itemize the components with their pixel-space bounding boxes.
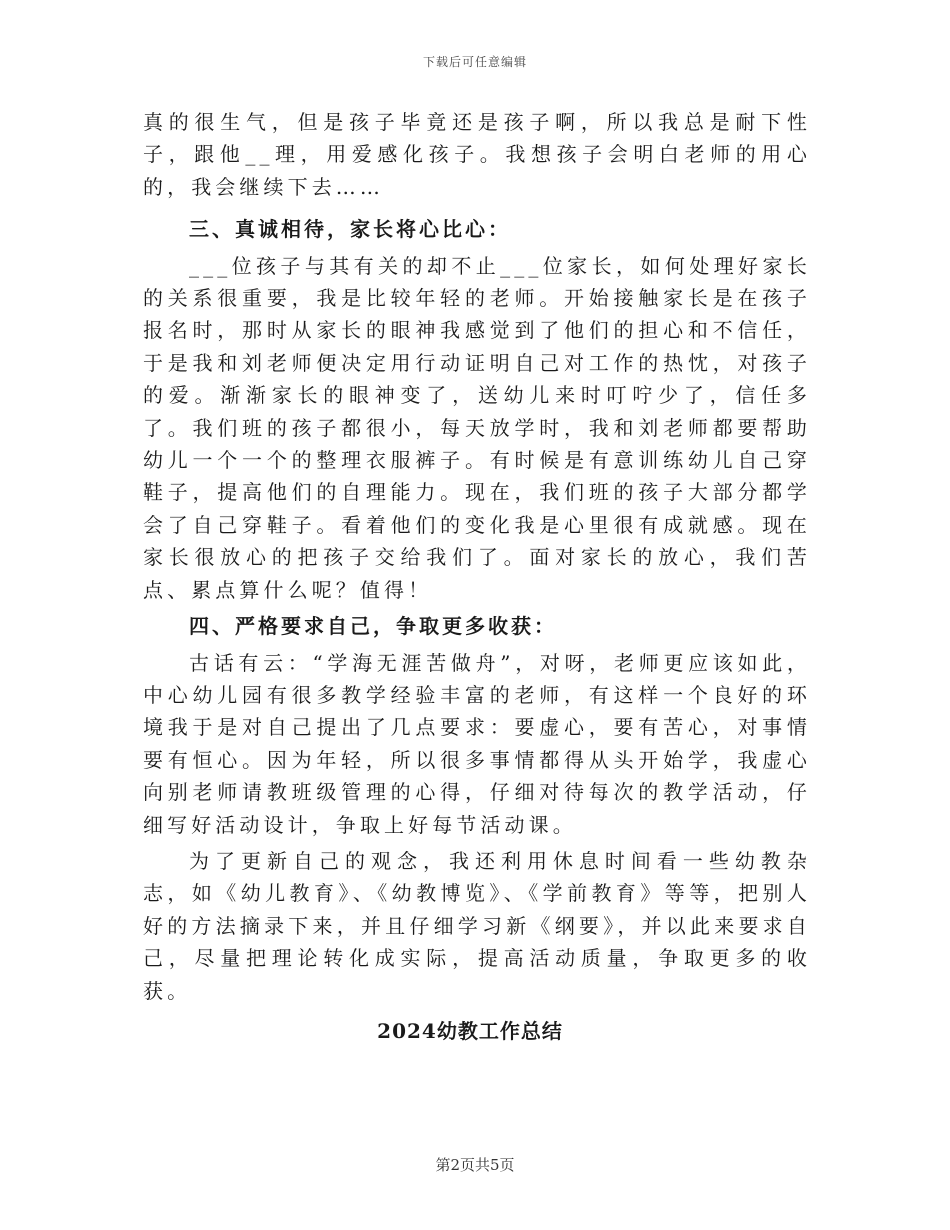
section-heading-3: 三、真诚相待，家长将心比心： bbox=[189, 217, 511, 242]
header-note: 下载后可任意编辑 bbox=[422, 55, 527, 69]
document-body bbox=[143, 106, 811, 1051]
paragraph-strict-requirements: 古话有云：“学海无涯苦做舟”，对呀，老师更应该如此，中心幼儿园有很多教学经验丰富的老师，有这样一个良好的环境我于是对自己提出了几点要求：要虚心，要有苦心，对事情要有恒心。因为年轻，所以很多事情都得从头开始学，我虚心向别老师请教班级管理的心得，仔细对待每次的教学活动，仔细写好活动设计，争取上好每节活动课。 bbox=[143, 650, 811, 837]
paragraph-continuation: 真的很生气，但是孩子毕竟还是孩子啊，所以我总是耐下性子，跟他__理，用爱感化孩子。我想孩子会明白老师的用心的，我会继续下去…… bbox=[143, 110, 811, 199]
page-indicator: 第2页共5页 bbox=[435, 1156, 515, 1174]
next-document-title: 2024幼教工作总结 bbox=[377, 1018, 563, 1043]
paragraph-parents: ___位孩子与其有关的却不止___位家长，如何处理好家长的关系很重要，我是比较年轻的老师。开始接触家长是在孩子报名时，那时从家长的眼神我感觉到了他们的担心和不信任，于是我和刘老师便决定用行动证明自己对工作的热忱，对孩子的爱。渐渐家长的眼神变了，送幼儿来时叮咛少了，信任多了。我们班的孩子都很小，每天放学时，我和刘老师都要帮助幼儿一个一个的整理衣服裤子。有时候是有意训练幼儿自己穿鞋子，提高他们的自理能力。现在，我们班的孩子大部分都学会了自己穿鞋子。看着他们的变化我是心里很有成就感。现在家长很放心的把孩子交给我们了。面对家长的放心，我们苦点、累点算什么呢？值得！ bbox=[143, 253, 811, 602]
paragraph-self-update: 为了更新自己的观念，我还利用休息时间看一些幼教杂志，如《幼儿教育》、《幼教博览》、《学前教育》等等，把别人好的方法摘录下来，并且仔细学习新《纲要》，并以此来要求自己，尽量把理论转化成实际，提高活动质量，争取更多的收获。 bbox=[143, 848, 811, 1003]
section-heading-4: 四、严格要求自己，争取更多收获： bbox=[189, 614, 557, 639]
